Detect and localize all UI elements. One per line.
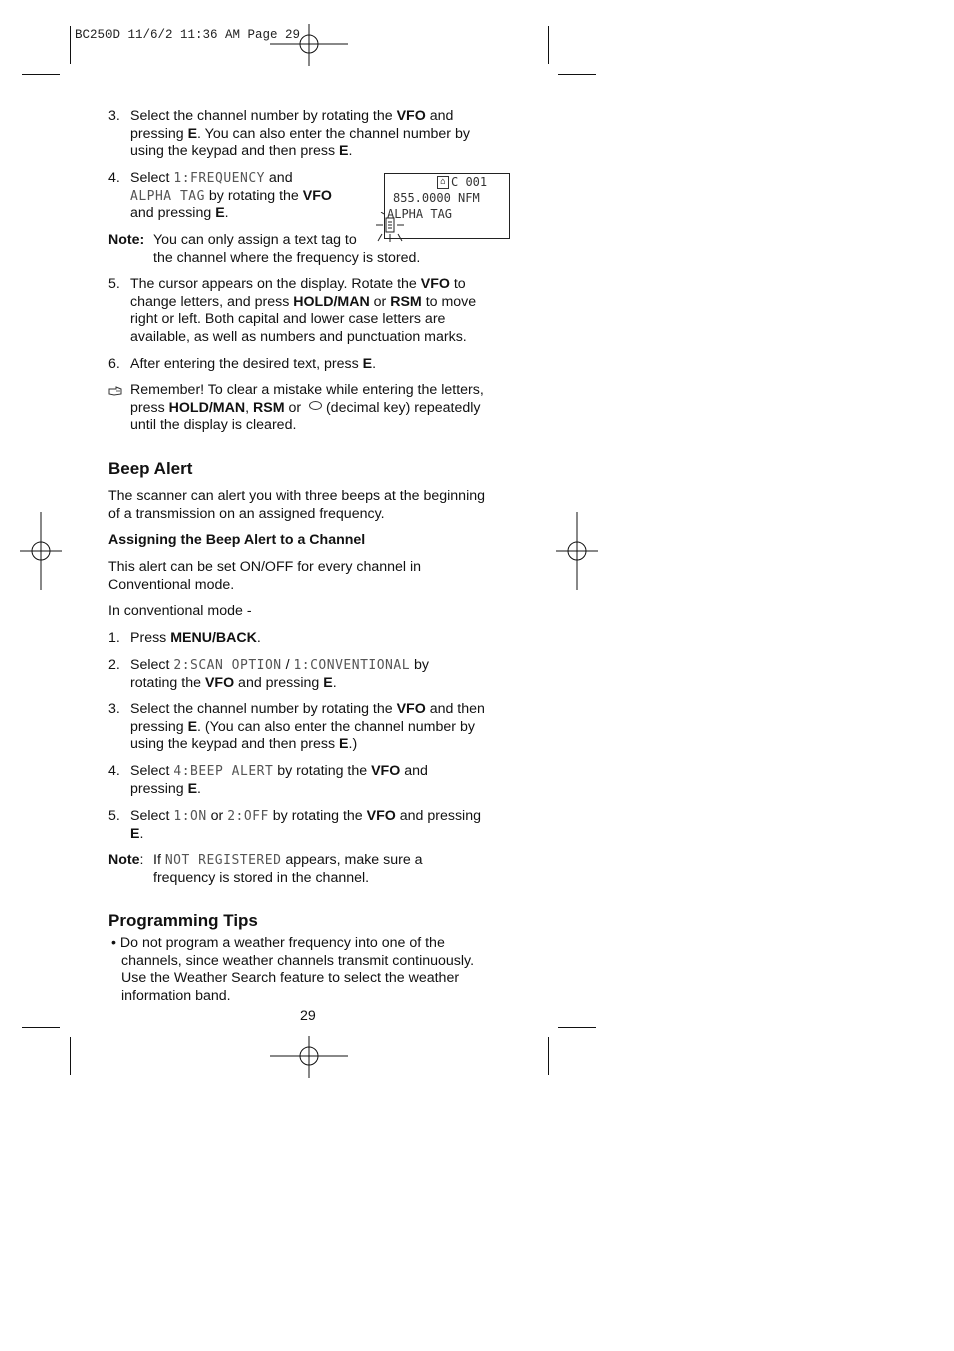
- list-number: 4.: [108, 170, 120, 186]
- list-item-text: using the keypad and then press E.: [130, 143, 353, 159]
- crop-mark: [22, 1027, 60, 1028]
- page-number: 29: [300, 1008, 316, 1024]
- list-number: 1.: [108, 630, 120, 646]
- list-item-text: The cursor appears on the display. Rotate the VFO to: [130, 276, 466, 292]
- registration-mark-right: [556, 512, 598, 590]
- lcd-text: 2:OFF: [227, 809, 269, 824]
- lcd-text: 1:CONVENTIONAL: [293, 658, 411, 673]
- lcd-text: 1:FREQUENCY: [173, 171, 265, 186]
- decimal-key-icon: [309, 401, 322, 410]
- remember-text: Remember! To clear a mistake while entering the letters,: [130, 382, 484, 398]
- lcd-text: 1:ON: [173, 809, 207, 824]
- lcd-text: NOT REGISTERED: [164, 853, 282, 868]
- list-item-text: change letters, and press HOLD/MAN or RSM to move: [130, 293, 477, 310]
- note-text: the channel where the frequency is stored.: [153, 249, 421, 266]
- note-text: If NOT REGISTERED appears, make sure a: [153, 852, 423, 868]
- crop-mark: [70, 26, 71, 64]
- subsection-heading: Assigning the Beep Alert to a Channel: [108, 532, 366, 548]
- list-number: 3.: [108, 108, 120, 124]
- bullet-text: Use the Weather Search feature to select the weather: [121, 970, 460, 986]
- list-number: 3.: [108, 701, 120, 717]
- lock-icon: ⌂: [437, 176, 449, 189]
- list-item-text: Select the channel number by rotating the VFO and: [130, 108, 454, 124]
- bullet-text: information band.: [121, 987, 231, 1004]
- list-number: 4.: [108, 763, 120, 779]
- registration-mark-left: [20, 512, 62, 590]
- note-text: frequency is stored in the channel.: [153, 869, 370, 886]
- paragraph: of a transmission on an assigned frequency.: [108, 505, 385, 522]
- list-item-text: After entering the desired text, press E.: [130, 356, 377, 372]
- remember-text: press HOLD/MAN, RSM or (decimal key) repeatedly: [130, 399, 481, 416]
- registration-mark-top: [270, 24, 350, 66]
- list-item-text: pressing E. You can also enter the channel number by: [130, 125, 470, 142]
- crop-mark: [558, 1027, 596, 1028]
- crop-mark: [558, 74, 596, 75]
- note-label: Note:: [108, 852, 144, 868]
- crop-mark: [22, 74, 60, 75]
- list-number: 2.: [108, 657, 120, 673]
- display-line-1: C 001: [451, 175, 488, 189]
- list-item-text: rotating the VFO and pressing E.: [130, 674, 337, 691]
- list-item-text: ALPHA TAG by rotating the VFO: [130, 187, 332, 204]
- paragraph: This alert can be set ON/OFF for every channel in: [108, 559, 422, 575]
- list-item-text: Press MENU/BACK.: [130, 630, 261, 646]
- crop-mark: [548, 26, 549, 64]
- list-number: 6.: [108, 356, 120, 372]
- display-line-3: ALPHA TAG: [387, 207, 453, 221]
- list-item-text: Select 4:BEEP ALERT by rotating the VFO and: [130, 763, 428, 779]
- list-item-text: right or left. Both capital and lower case letters are: [130, 311, 446, 327]
- list-item-text: E.: [130, 825, 144, 842]
- section-heading: Programming Tips: [108, 911, 258, 930]
- list-item-text: Select 1:FREQUENCY and: [130, 170, 293, 186]
- crop-mark: [548, 1037, 549, 1075]
- list-item-text: pressing E. (You can also enter the channel number by: [130, 718, 475, 735]
- remember-text: until the display is cleared.: [130, 417, 297, 433]
- list-item-text: and pressing E.: [130, 205, 229, 221]
- list-item-text: available, as well as numbers and punctuation marks.: [130, 328, 467, 345]
- lcd-text: 2:SCAN OPTION: [173, 658, 282, 673]
- bullet-text: • Do not program a weather frequency into one of the: [111, 935, 445, 951]
- paragraph: The scanner can alert you with three beeps at the beginning: [108, 488, 486, 504]
- list-item-text: Select 2:SCAN OPTION / 1:CONVENTIONAL by: [130, 657, 429, 673]
- note-label: Note:: [108, 232, 145, 248]
- crop-mark: [70, 1037, 71, 1075]
- note-text: You can only assign a text tag to: [153, 232, 357, 248]
- list-item-text: Select 1:ON or 2:OFF by rotating the VFO and pressing: [130, 808, 481, 824]
- paragraph: In conventional mode -: [108, 603, 252, 619]
- list-number: 5.: [108, 276, 120, 292]
- lcd-text: ALPHA TAG: [130, 188, 205, 204]
- list-item-text: pressing E.: [130, 780, 201, 797]
- list-item-text: using the keypad and then press E.): [130, 736, 358, 752]
- display-line-2: 855.0000 NFM: [393, 191, 480, 205]
- print-header: BC250D 11/6/2 11:36 AM Page 29: [75, 28, 301, 42]
- registration-mark-bottom: [270, 1036, 350, 1078]
- paragraph: Conventional mode.: [108, 576, 235, 593]
- cursor-blink-icon: [374, 212, 406, 244]
- bullet-text: channels, since weather channels transmit continuously.: [121, 952, 475, 969]
- list-number: 5.: [108, 808, 120, 824]
- section-heading: Beep Alert: [108, 459, 193, 478]
- lcd-text: 4:BEEP ALERT: [173, 764, 274, 779]
- list-item-text: Select the channel number by rotating the VFO and then: [130, 701, 485, 717]
- pointing-hand-icon: [108, 385, 123, 397]
